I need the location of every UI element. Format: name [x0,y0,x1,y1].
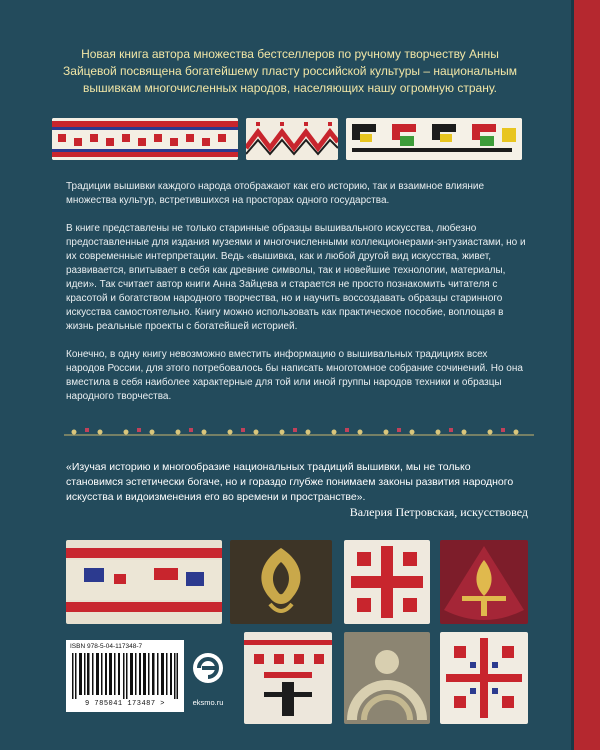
publisher-block [188,648,228,718]
quote-author: Валерия Петровская, искусствовед [349,505,528,519]
paragraph-2: В книге представлены не только старинные образцы вышивального искусства, любезно предоставленные для издания музеями и многочисленными коллекционерами-энтузиастами, но и их современные интерпретации. Ведь «вышивка, как и любой другой вид искусства, живет, развивается, впитывает в себя как древние символы, так и новейшие технологии, материалы, идеи». Так считает автор книги Анна Зайцева и старается не просто познакомить читателя с красотой и богатством народного творчества, но и научить воссоздавать образцы старинного искусства самостоятельно. Книгу можно использовать как практическое пособие, воплощая в жизнь реальные проекты с богатейшей историей. [66,223,526,332]
intro-text: Новая книга автора множества бестселлеров по ручному творчеству Анны Зайцевой посвящена богатейшему пласту российской культуры – национальным вышивкам многочисленных народов, населяющих нашу огромную страну. [63,47,517,95]
embroidery-strip-red-blue [52,118,238,160]
embroidery-photo-7 [440,632,528,724]
book-spine [574,0,600,750]
barcode-number: 9 785041 173487 > [85,700,165,708]
embroidery-strip-geometric [346,118,522,160]
embroidery-photo-1 [66,540,222,624]
quote-text: «Изучая историю и многообразие национальных традиций вышивки, мы не только становимся эстетически богаче, но и гораздо глубже понимаем законы развития народного искусства и видоизменения его во времени и пространстве». [66,461,514,503]
embroidery-photo-6 [344,632,430,724]
embroidery-photo-2 [230,540,332,624]
embroidery-photo-5 [244,632,332,724]
isbn-label: ISBN 978-5-04-117348-7 [70,643,143,650]
embroidery-photo-4 [440,540,528,624]
paragraph-3: Конечно, в одну книгу невозможно вместить информацию о вышивальных традициях всех народов России, для этого потребовалось бы написать многотомное собрание сочинений. Но она вместила в себя наиболее характерные для той или иной группы народов техники и образцы народного творчества. [66,349,523,402]
barcode-bars [72,653,178,699]
embroidery-strip-zigzag [246,118,338,160]
eksmo-logo-icon [191,648,225,694]
paragraph-1: Традиции вышивки каждого народа отображают как его историю, так и взаимное влияние множества культур, встретившихся на просторах одного государства. [66,181,485,206]
ornament-divider [64,424,534,440]
embroidery-photo-3 [344,540,430,624]
publisher-site: eksmo.ru [192,698,224,707]
isbn-barcode [66,640,184,712]
